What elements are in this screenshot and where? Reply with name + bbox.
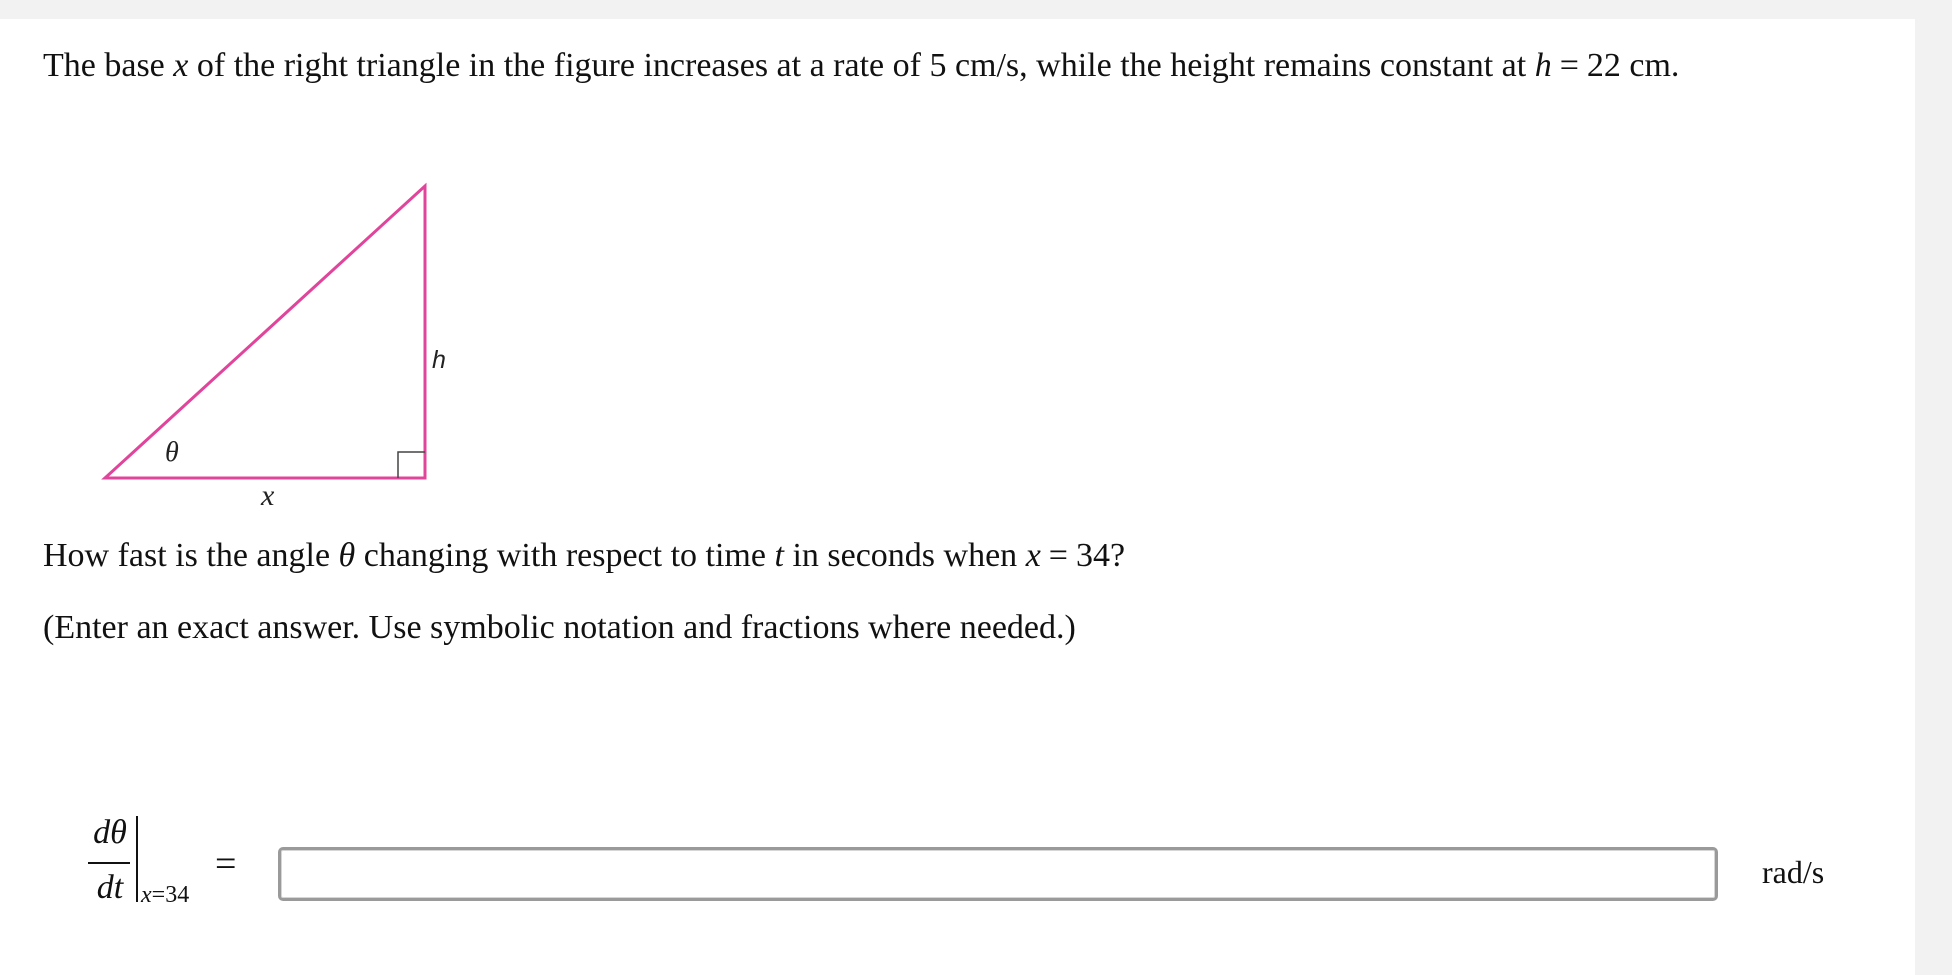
label-h: h [432,346,446,374]
prompt-part-2: changing with respect to time [355,537,775,574]
instruction-text: (Enter an exact answer. Use symbolic notation and fractions where needed.) [43,609,1076,646]
fraction-bar [88,862,130,864]
label-theta: θ [165,437,179,468]
evaluation-bar [136,816,138,902]
var-theta: θ [338,537,356,574]
question-part-2: of the right triangle in the figure increases at a rate of 5 cm/s, while the height remains constant at [188,47,1535,84]
units-label: rad/s [1762,854,1825,890]
var-x-prompt: x [1025,537,1041,574]
evaluation-subscript [141,882,189,909]
question-text [43,45,1679,88]
answer-row [85,814,1885,944]
label-x: x [261,479,275,512]
fraction-denominator: dt [96,869,124,906]
equals-sign: = [1559,47,1579,84]
right-triangle-figure [95,164,455,514]
prompt-part-1: How fast is the angle [43,537,339,574]
prompt-text [43,537,1125,575]
prompt-equals-sign: = [1048,537,1068,574]
eval-value: =34 [151,882,190,908]
eval-var: x [141,882,152,908]
fraction-numerator: dθ [93,814,127,851]
prompt-part-4: 34? [1075,537,1126,574]
triangle-shape [105,186,425,478]
prompt-part-3: in seconds when [783,537,1026,574]
answer-equals-sign: = [215,843,237,885]
question-part-1: The base [43,47,174,84]
var-x: x [173,47,189,84]
var-t: t [774,537,784,574]
var-h: h [1534,47,1552,84]
answer-input[interactable] [278,847,1718,901]
question-panel [0,19,1915,975]
question-part-3: 22 cm. [1586,47,1680,84]
right-angle-marker [398,452,425,478]
